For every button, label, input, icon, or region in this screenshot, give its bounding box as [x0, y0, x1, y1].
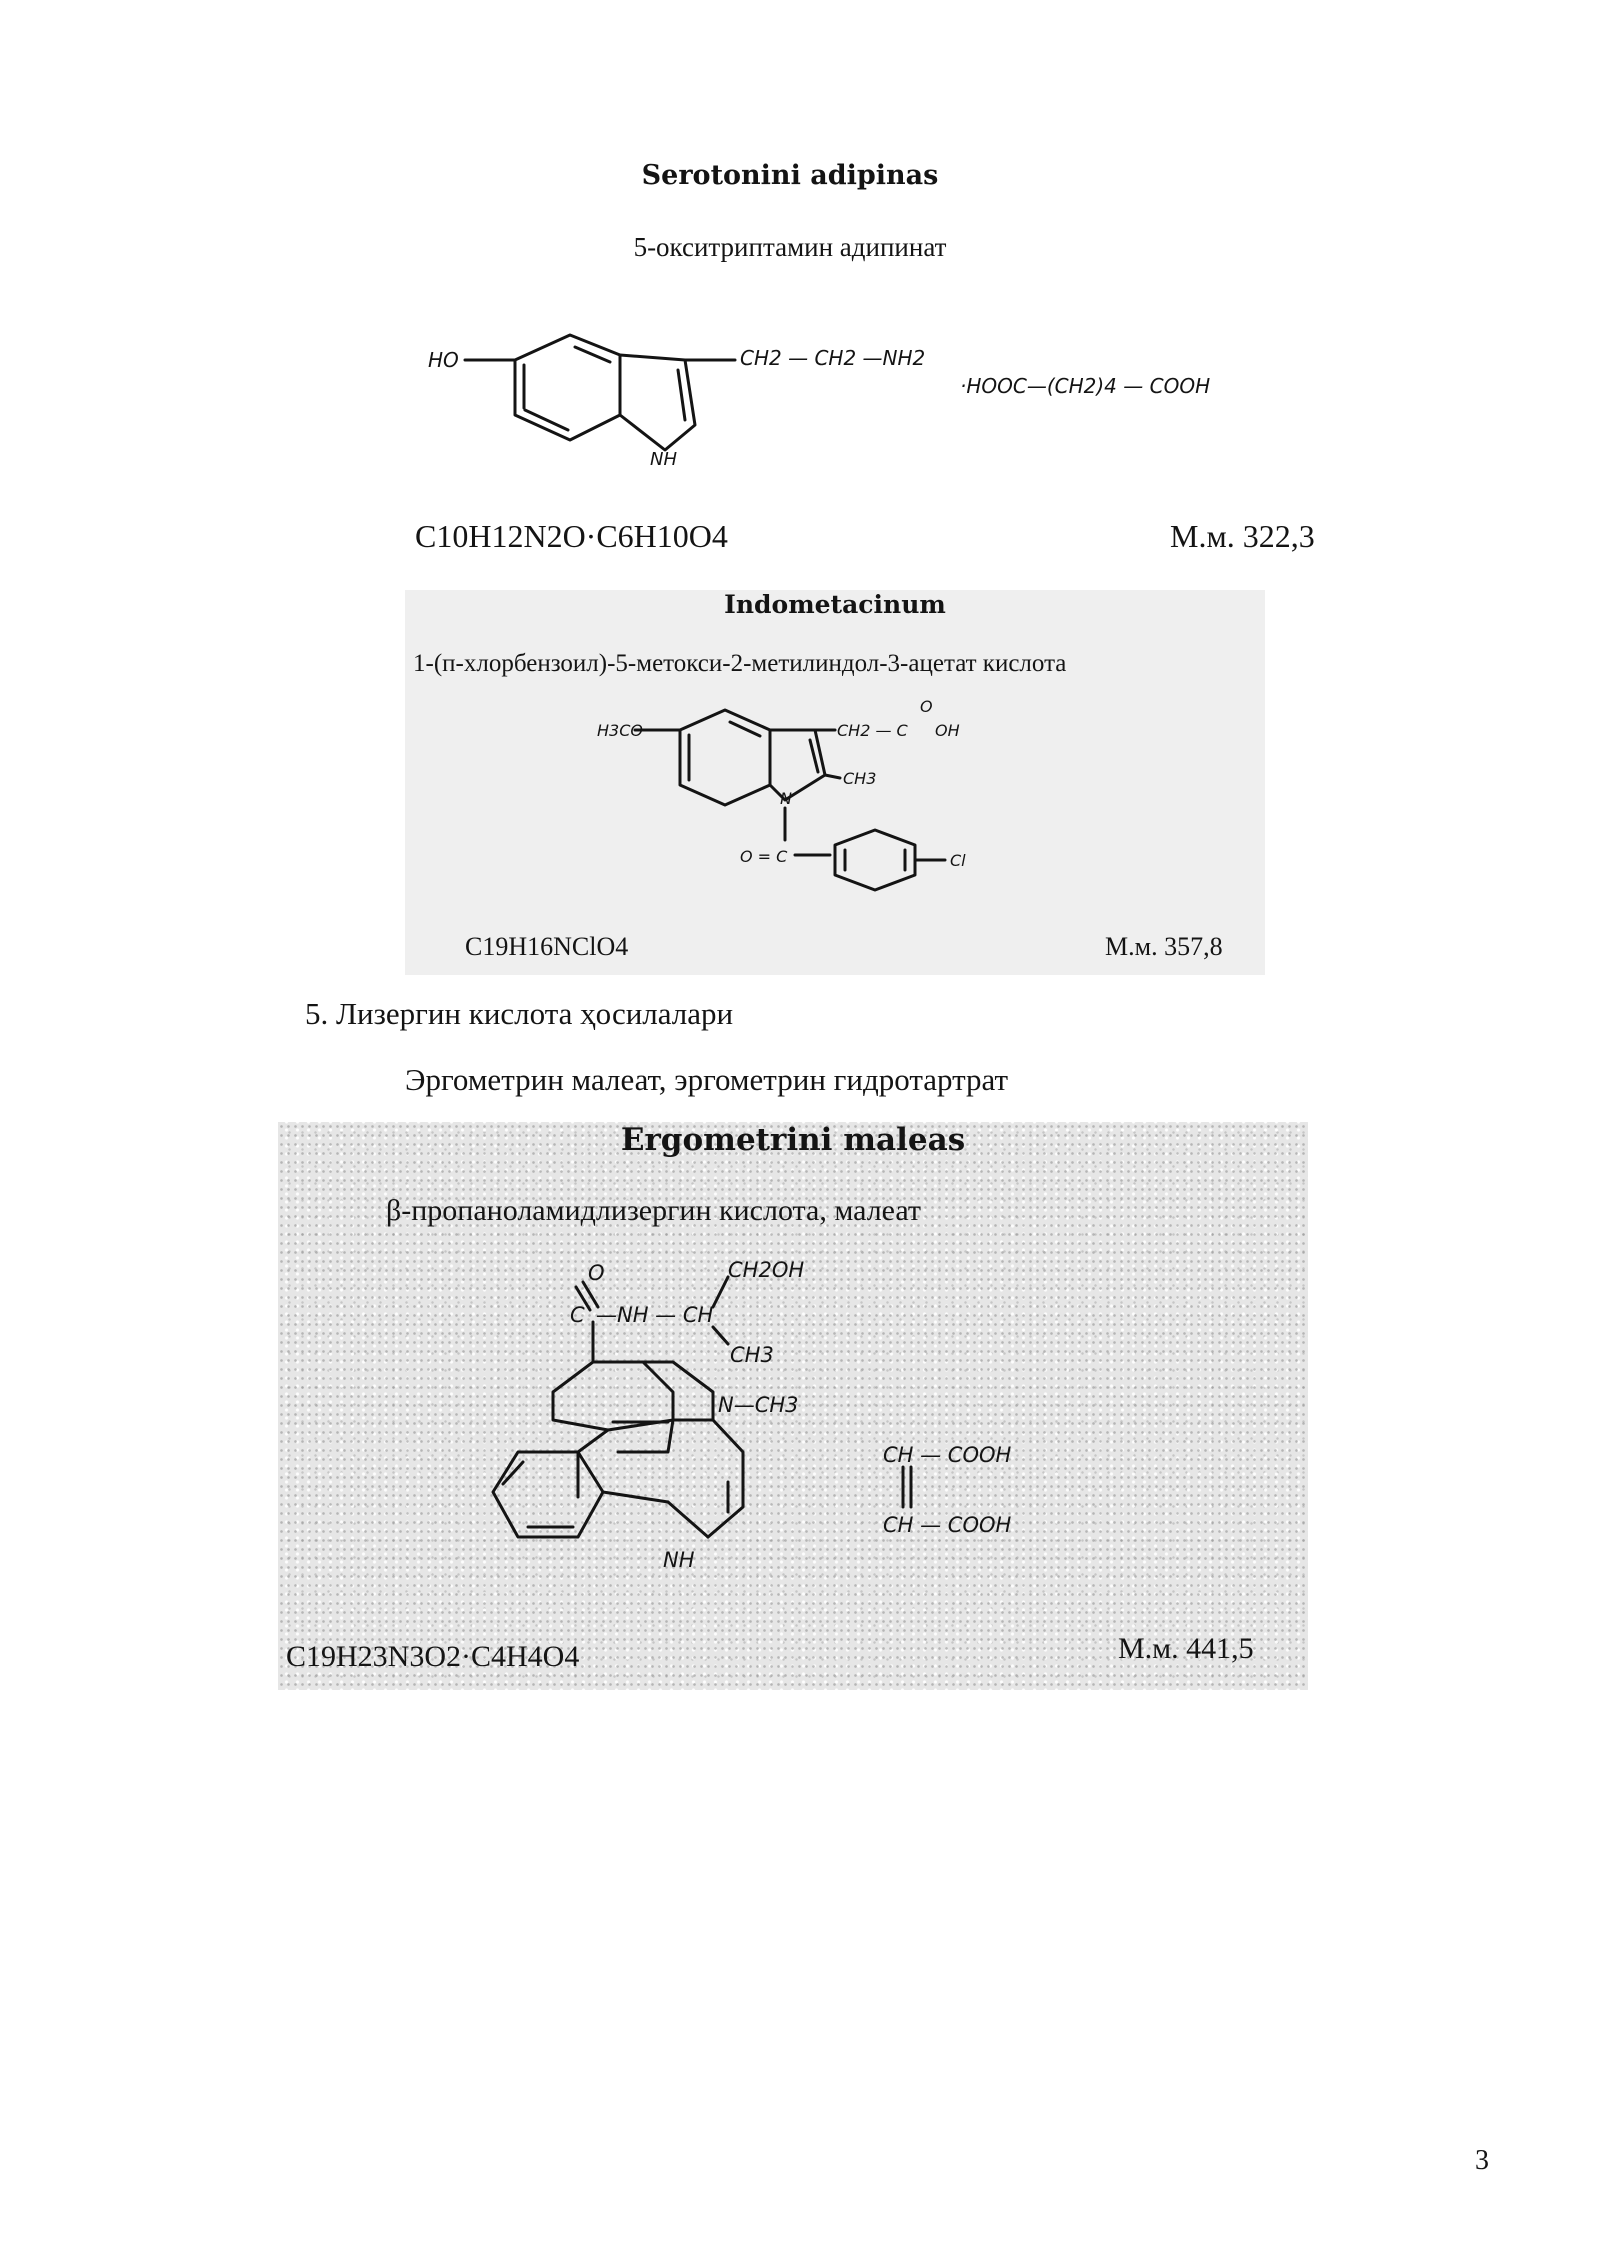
ch3-bond: [713, 1327, 728, 1344]
indomethacin-chemical-name: 1-(п-хлорбензоил)-5-метокси-2-метилиндол-3-ацетат кислота: [413, 650, 1067, 677]
ergometrine-molar-mass: М.м. 441,5: [1118, 1632, 1254, 1665]
pyrrole-bond: [668, 1502, 708, 1537]
ring-bond: [708, 1420, 743, 1537]
pyrrole-bond: [603, 1492, 668, 1502]
indomethacin-formula: C19H16NClO4: [465, 932, 629, 961]
chlorobenzene-ring: [835, 830, 915, 890]
ch2oh-bond: [713, 1277, 728, 1307]
indomethacin-latin-name: Indometacinum: [724, 590, 946, 619]
indomethacin-structure-diagram: [597, 690, 1065, 900]
adipic-acid-label: ·HOOC—(CH2)4 — COOH: [960, 374, 1211, 398]
ergometrine-latin-name: Ergometrini maleas: [620, 1122, 966, 1158]
nh-label: NH: [663, 1548, 695, 1572]
serotonin-formula: C10H12N2O·C6H10O4: [415, 518, 728, 554]
section-subheading: Эргометрин малеат, эргометрин гидротартрат: [405, 1062, 1009, 1097]
serotonin-structure-diagram: [400, 315, 1320, 470]
n-label: N: [780, 789, 792, 808]
maleate-top-label: CH — COOH: [883, 1443, 1012, 1467]
benzene-ring: [680, 710, 770, 805]
ch2-c-label: CH2 — C: [837, 721, 908, 740]
cl-label: Cl: [950, 851, 966, 870]
methyl-bond: [825, 775, 840, 778]
chain-label: CH2 — CH2 —NH2: [740, 346, 926, 370]
o-label: O: [588, 1261, 605, 1285]
maleate-bottom-label: CH — COOH: [883, 1513, 1012, 1537]
carbonyl-o-label: O: [920, 697, 933, 716]
indomethacin-panel: [405, 590, 1265, 975]
page-number: 3: [1475, 2145, 1489, 2176]
c-label: C: [570, 1303, 585, 1327]
indomethacin-molar-mass: М.м. 357,8: [1105, 932, 1223, 961]
ho-label: HO: [428, 348, 459, 372]
oh-label: OH: [935, 721, 960, 740]
o-c-label: O = C: [740, 847, 788, 866]
ergometrine-formula: C19H23N3O2·C4H4O4: [286, 1640, 580, 1673]
section-heading: 5. Лизергин кислота ҳосилалари: [305, 996, 734, 1031]
serotonin-latin-name: Serotonini adipinas: [641, 160, 939, 191]
n-ch3-label: N—CH3: [718, 1393, 799, 1417]
pyrrole-double-bond: [678, 370, 685, 420]
ch3-label: CH3: [730, 1343, 774, 1367]
nh-label: NH: [650, 449, 677, 470]
ring-double-bond: [525, 410, 568, 430]
ch3-label: CH3: [843, 769, 877, 788]
serotonin-molar-mass: М.м. 322,3: [1170, 518, 1315, 554]
ergometrine-structure-diagram: [428, 1252, 1078, 1602]
ergometrine-chemical-name: β-пропаноламидлизергин кислота, малеат: [386, 1194, 922, 1227]
ch2oh-label: CH2OH: [728, 1258, 805, 1282]
nh-ch-label: —NH — CH: [596, 1303, 714, 1327]
ergometrine-panel: [278, 1122, 1308, 1690]
ring-d: [553, 1362, 673, 1430]
ring-bond: [578, 1430, 608, 1497]
benzene-ring: [493, 1452, 603, 1537]
serotonin-chemical-name: 5-окситриптамин адипинат: [633, 232, 947, 262]
h3co-label: H3CO: [597, 721, 643, 740]
benzene-ring: [515, 335, 620, 440]
